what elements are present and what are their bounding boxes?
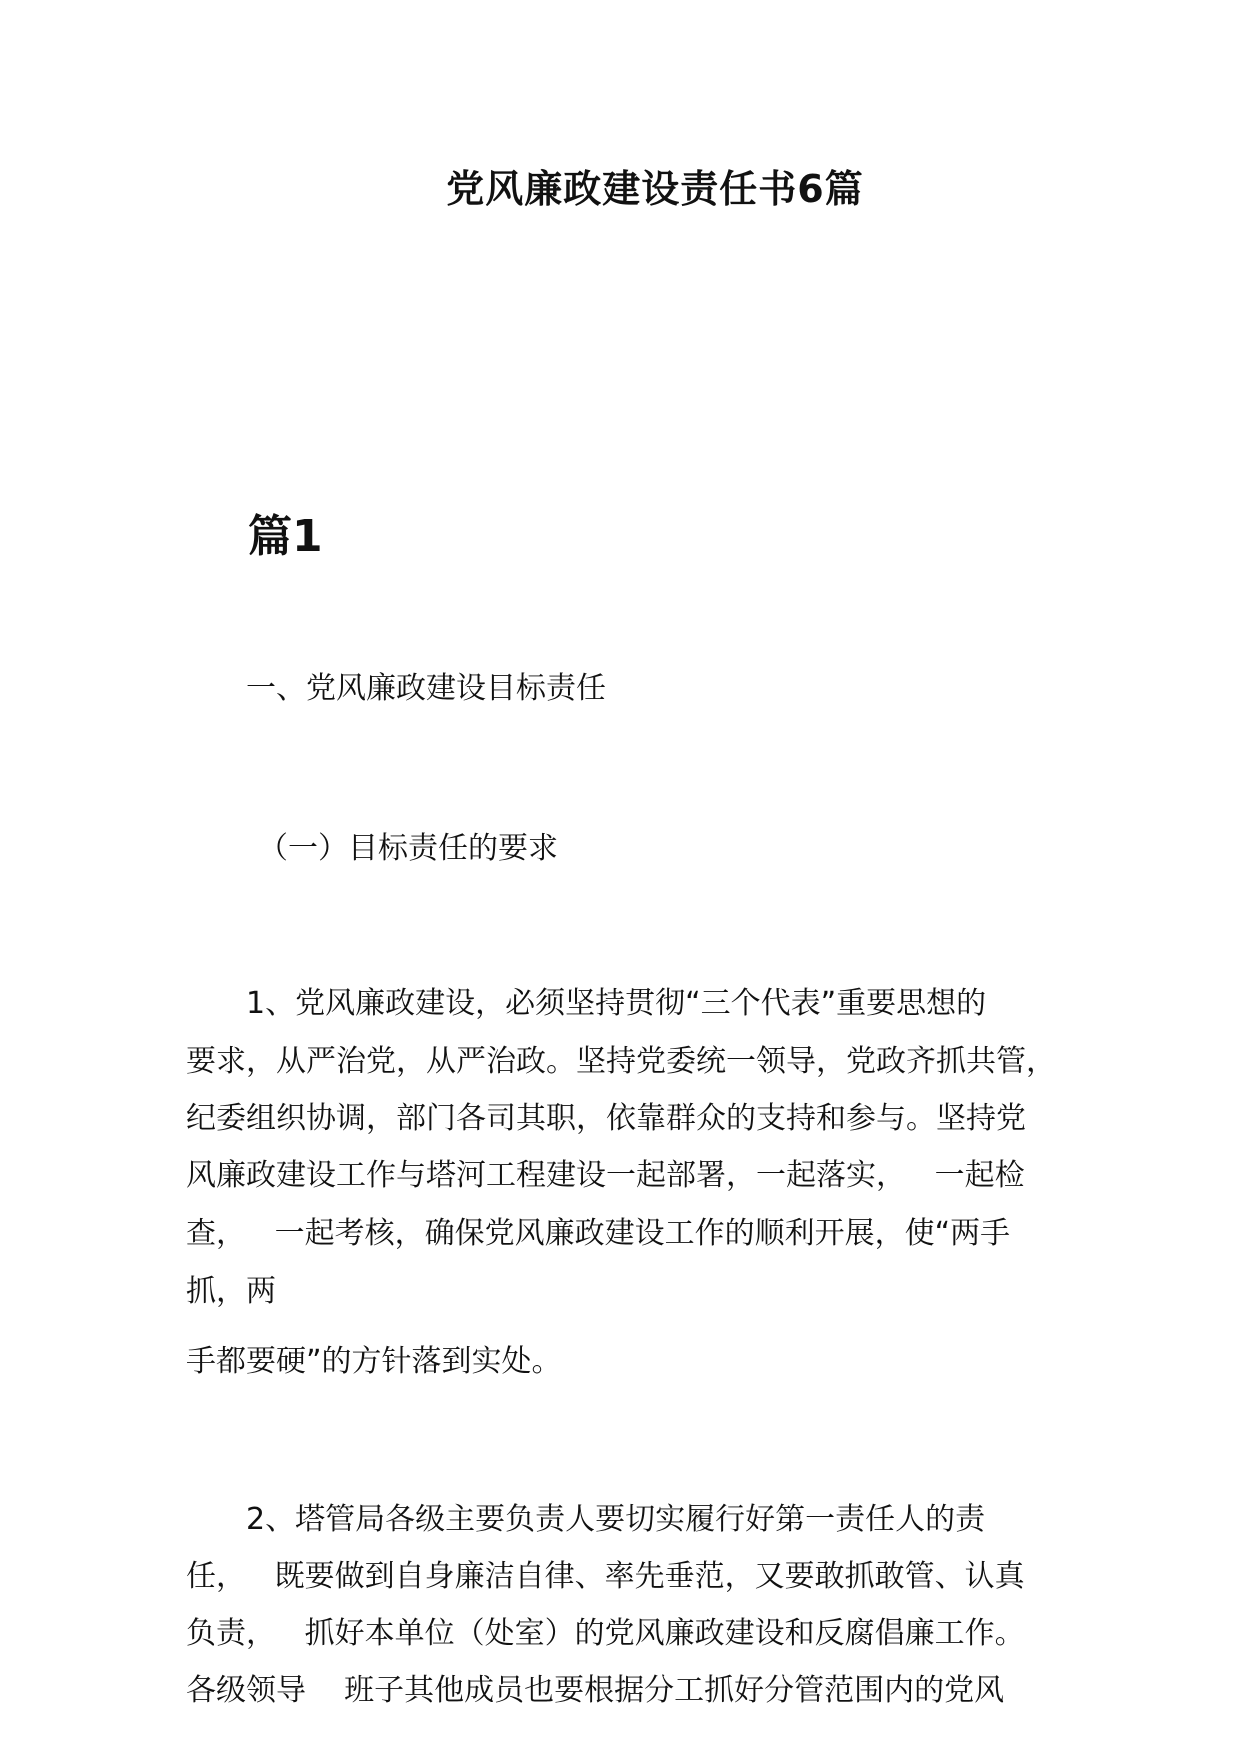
paragraph-1-line: 1、党风廉政建设，必须坚持贯彻“三个代表”重要思想的	[246, 986, 987, 1021]
section-heading: 一、党风廉政建设目标责任	[246, 671, 606, 706]
paragraph-1-line: 查， 一起考核，确保党风廉政建设工作的顺利开展，使“两手	[186, 1216, 1011, 1251]
paragraph-2-line: 2、塔管局各级主要负责人要切实履行好第一责任人的责	[246, 1502, 986, 1537]
paragraph-2-line: 负责， 抓好本单位（处室）的党风廉政建设和反腐倡廉工作。	[186, 1616, 1025, 1651]
subsection-heading: （一）目标责任的要求	[258, 831, 558, 866]
paragraph-2-line: 各级领导 班子其他成员也要根据分工抓好分管范围内的党风	[186, 1673, 1005, 1708]
paragraph-1-line: 纪委组织协调，部门各司其职，依靠群众的支持和参与。坚持党	[186, 1101, 1026, 1136]
document-title: 党风廉政建设责任书6篇	[446, 167, 864, 211]
paragraph-1-line: 手都要硬”的方针落到实处。	[186, 1344, 562, 1379]
chapter-heading: 篇1	[248, 511, 323, 562]
paragraph-1-line: 风廉政建设工作与塔河工程建设一起部署，一起落实， 一起检	[186, 1158, 1025, 1193]
paragraph-2-line: 任， 既要做到自身廉洁自律、率先垂范，又要敢抓敢管、认真	[186, 1559, 1025, 1594]
paragraph-1-line: 抓，两	[186, 1274, 276, 1309]
paragraph-1-line: 要求，从严治党，从严治政。坚持党委统一领导，党政齐抓共管，	[186, 1044, 1056, 1079]
